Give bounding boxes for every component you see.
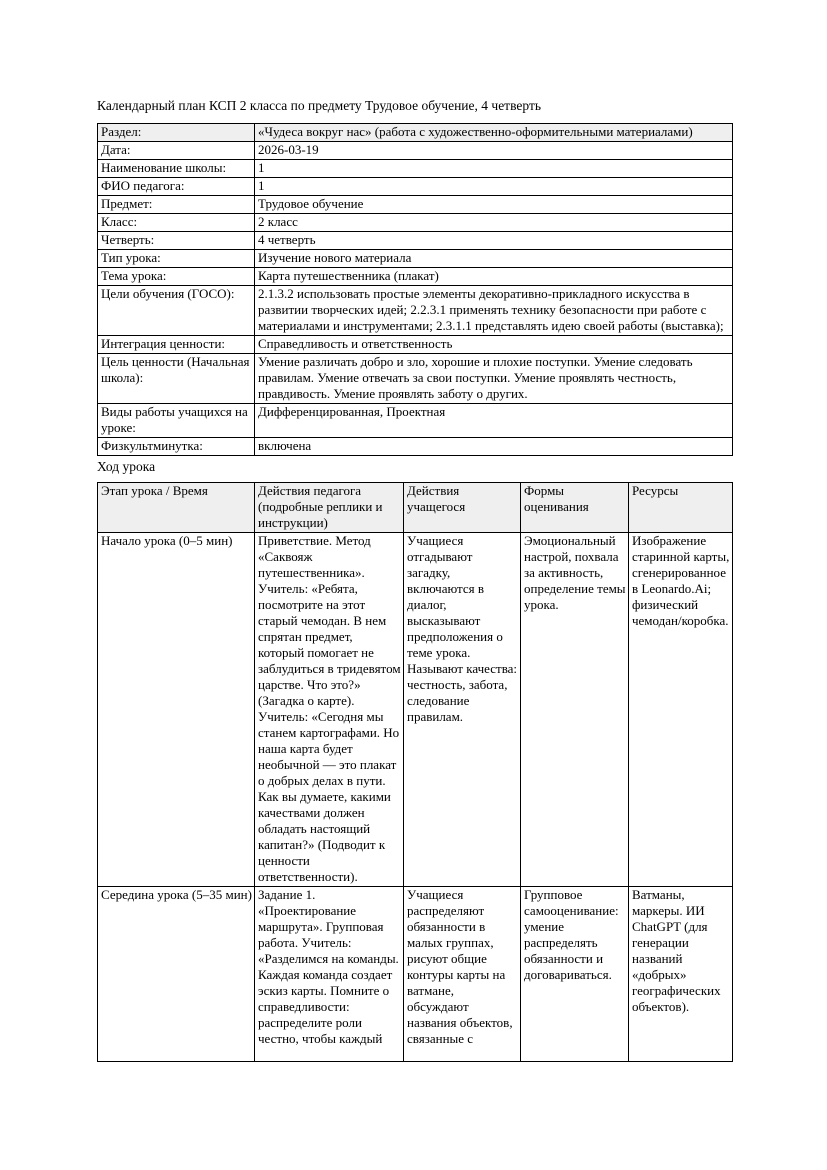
info-label: Цели обучения (ГОСО): [98, 286, 255, 336]
info-label: Четверть: [98, 232, 255, 250]
info-row-subject [98, 196, 733, 214]
info-label: Интеграция ценности: [98, 336, 255, 354]
resources-cell: Изображение старинной карты, сгенерированное в Leonardo.Ai; физический чемодан/коробка. [629, 533, 733, 887]
info-value: 1 [255, 178, 733, 196]
stage-cell: Начало урока (0–5 мин) [98, 533, 255, 887]
info-value: 2026-03-19 [255, 142, 733, 160]
info-label: Класс: [98, 214, 255, 232]
info-row-goals [98, 286, 733, 336]
info-label: Физкультминутка: [98, 438, 255, 456]
column-header-teacher-actions: Действия педагога (подробные реплики и инструкции) [255, 483, 404, 533]
info-row-values-goal [98, 354, 733, 404]
page-title: Календарный план КСП 2 класса по предмету Трудовое обучение, 4 четверть [97, 98, 541, 113]
info-label: Цель ценности (Начальная школа): [98, 354, 255, 404]
column-header-assessment: Формы оценивания [521, 483, 629, 533]
info-value: Умение различать добро и зло, хорошие и плохие поступки. Умение следовать правилам. Умение отвечать за свои поступки. Умение проявлять честность, правдивость. Умение проявлять заботу о других. [255, 354, 733, 404]
column-header-resources: Ресурсы [629, 483, 733, 533]
info-label: Тема урока: [98, 268, 255, 286]
info-value: 2 класс [255, 214, 733, 232]
info-row-lesson-topic [98, 268, 733, 286]
info-value: включена [255, 438, 733, 456]
teacher-actions-cell: Приветствие. Метод «Саквояж путешественника». Учитель: «Ребята, посмотрите на этот старый чемодан. В нем спрятан предмет, который помогает не заблудиться в тридевятом царстве. Что это?» (Загадка о карте). Учитель: «Сегодня мы станем картографами. Но наша карта будет необычной — это плакат о добрых делах в пути. Как вы думаете, какими качествами должен обладать настоящий капитан?» (Подводит к ценности ответственности). [255, 533, 404, 887]
column-header-stage: Этап урока / Время [98, 483, 255, 533]
resources-cell: Ватманы, маркеры. ИИ ChatGPT (для генерации названий «добрых» географических объектов). [629, 887, 733, 1062]
info-row-quarter [98, 232, 733, 250]
info-row-class [98, 214, 733, 232]
info-label: ФИО педагога: [98, 178, 255, 196]
info-value: 4 четверть [255, 232, 733, 250]
info-value: Справедливость и ответственность [255, 336, 733, 354]
stage-cell: Середина урока (5–35 мин) [98, 887, 255, 1062]
lesson-course-section-label: Ход урока [97, 459, 156, 474]
assessment-cell: Эмоциональный настрой, похвала за активность, определение темы урока. [521, 533, 629, 887]
info-label: Раздел: [98, 124, 255, 142]
info-value: Изучение нового материала [255, 250, 733, 268]
info-value: 2.1.3.2 использовать простые элементы декоративно-прикладного искусства в развитии творческих идей; 2.2.3.1 применять технику безопасности при работе с материалами и инструментами; 2.3.1.1 представлять идею своей работы (выставка); [255, 286, 733, 336]
info-value: Дифференцированная, Проектная [255, 404, 733, 438]
teacher-actions-cell: Задание 1. «Проектирование маршрута». Групповая работа. Учитель: «Разделимся на команды. Каждая команда создает эскиз карты. Помните о справедливости: распределите роли честно, чтобы каждый [255, 887, 404, 1062]
info-row-lesson-type [98, 250, 733, 268]
column-header-student-actions: Действия учащегося [404, 483, 521, 533]
student-actions-cell: Учащиеся отгадывают загадку, включаются в диалог, высказывают предположения о теме урока. Называют качества: честность, забота, следование правилам. [404, 533, 521, 887]
info-label: Предмет: [98, 196, 255, 214]
info-label: Дата: [98, 142, 255, 160]
info-row-data [98, 142, 733, 160]
info-row-razdel [98, 124, 733, 142]
info-value: Карта путешественника (плакат) [255, 268, 733, 286]
info-value: Трудовое обучение [255, 196, 733, 214]
info-row-school [98, 160, 733, 178]
lesson-info-table [97, 123, 733, 456]
info-value: 1 [255, 160, 733, 178]
info-row-teacher-name [98, 178, 733, 196]
info-row-physical-minute [98, 438, 733, 456]
info-row-work-types [98, 404, 733, 438]
lesson-row-start [98, 533, 733, 887]
assessment-cell: Групповое самооценивание: умение распределять обязанности и договариваться. [521, 887, 629, 1062]
info-label: Виды работы учащихся на уроке: [98, 404, 255, 438]
info-label: Тип урока: [98, 250, 255, 268]
info-label: Наименование школы: [98, 160, 255, 178]
lesson-plan-document [97, 98, 732, 1062]
lesson-course-table [97, 482, 733, 1062]
student-actions-cell: Учащиеся распределяют обязанности в малых группах, рисуют общие контуры карты на ватмане, обсуждают названия объектов, связанные с [404, 887, 521, 1062]
lesson-table-header-row [98, 483, 733, 533]
lesson-row-middle [98, 887, 733, 1062]
info-value: «Чудеса вокруг нас» (работа с художественно-оформительными материалами) [255, 124, 733, 142]
info-row-values-integration [98, 336, 733, 354]
